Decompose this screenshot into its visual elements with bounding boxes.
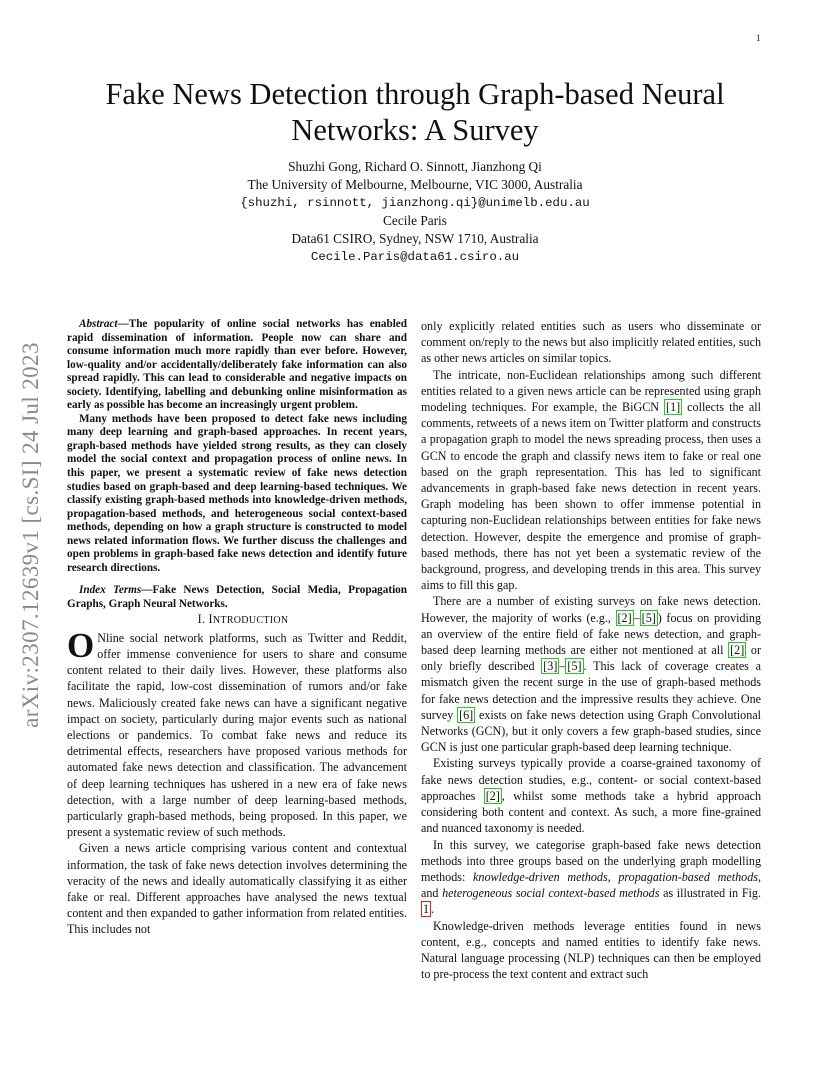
citation-link[interactable]: [5] (567, 659, 582, 674)
text-run: as illustrated in Fig. (659, 886, 761, 901)
text-run: , whilst some methods take a hybrid approach considering both content and context. As such, a more fine-grained and nuanced taxonomy is needed. (421, 788, 761, 836)
right-paragraph-4 (421, 837, 761, 918)
author-block (110, 158, 720, 266)
page-number: 1 (756, 33, 761, 43)
author-affiliation-1: The University of Melbourne, Melbourne, VIC 3000, Australia (247, 177, 583, 192)
author-email-2: Cecile.Paris@data61.csiro.au (310, 250, 520, 264)
citation-link[interactable]: [3] (543, 659, 558, 674)
index-terms-label: Index Terms (79, 584, 142, 597)
text-run: In this survey, we categorise graph-based fake news detection methods into three groups based on the underlying graph modelling methods: (421, 837, 761, 884)
section-heading-introduction (67, 611, 407, 629)
text-run: , (607, 869, 619, 884)
right-paragraph-3 (421, 755, 761, 836)
index-terms-text: —Fake News Detection, Social Media, Propagation Graphs, Graph Neural Networks. (67, 584, 407, 610)
text-run: . This lack of coverage creates a mismatch given the recent surge in the use of graph-based methods for fake news detection and the impressive results they achieve. One survey (421, 659, 761, 722)
text-run: exists on fake news detection using Graph Convolutional Networks (GCN), but it only covers a few graph-based studies, since GCN is just one particular graph-based deep learning technique. (421, 707, 761, 755)
text-run: ) focus on providing an overview of the entire field of fake news detection, and graph-based deep learning methods are either not mentioned at all (421, 610, 761, 658)
abstract-label: Abstract (79, 318, 118, 330)
text-run: collects the all comments, retweets of a news item on Twitter platform and constructs a propagation graph to model the news spreading process, then uses a GCN to encode the graph and classify news item to fake or real one based on the graph representation. This has led to significant advancements in graph-based fake news detection in recent years. Graph modeling has been shown to offer immense potential in capturing non-Euclidean relationships between entities for fake news detection. However, despite the emergence and promise of graph-based methods, there has not yet been a systematic review of the background, progress, and developing trends in this area. This survey aims to fill this gap. (421, 400, 761, 593)
author-email-1: {shuzhi, rsinnott, jianzhong.qi}@unimelb.edu.au (240, 196, 590, 210)
text-run: The intricate, non-Euclidean relationships among such different entities related to a given news article can be represented using graph modeling techniques. For example, the BiGCN (421, 367, 761, 415)
intro-paragraph-2: Given a news article comprising various content and contextual information, the task of fake news detection involves determining the veracity of the news and ideally automatically classifying it as either fake or real. Different approaches have analysed the news textual content and then expanded to gather information from related entities. This includes not (67, 841, 407, 937)
abstract-paragraph-2: Many methods have been proposed to detect fake news including many deep learning and graph-based approaches. In recent years, graph-based methods have yielded strong results, as they can closely model the social context and propagation process of online news. In this paper, we present a systematic review of fake news detection studies based on graph-based and deep learning-based techniques. We classify existing graph-based methods into knowledge-driven methods, propagation-based methods, and heterogeneous social context-based methods, depending on how a graph structure is constructed to model news related information flows. We further discuss the challenges and open problems in graph-based fake news detection and identify future research directions. (67, 412, 407, 574)
title-line-1: Fake News Detection through Graph-based Neural (105, 77, 725, 111)
author-names: Shuzhi Gong, Richard O. Sinnott, Jianzhong Qi (288, 159, 542, 174)
text-run: – (559, 659, 566, 674)
text-run: – (633, 610, 640, 625)
text-run: . (431, 902, 435, 917)
drop-cap: O (67, 625, 95, 665)
text-run-italic: heterogeneous social context-based methods (442, 886, 660, 901)
paper-title (70, 76, 760, 148)
citation-link[interactable]: [2] (485, 788, 500, 803)
abstract-text-1: —The popularity of online social networks has enabled rapid dissemination of information. People now can share and consume information much more rapidly than ever before. However, low-quality and/or accidentally/deliberately fake information can also spread rapidly. This can lead to considerable and negative impacts on society. Identifying, labelling and debunking online misinformation as early as possible has become an increasingly urgent problem. (67, 318, 407, 412)
text-run-italic: propagation-based methods (618, 869, 758, 884)
right-paragraph-2 (421, 593, 761, 755)
citation-link[interactable]: [2] (730, 643, 745, 658)
figure-link[interactable]: 1 (423, 902, 430, 917)
title-line-2: Networks: A Survey (291, 113, 539, 147)
author-name-2: Cecile Paris (383, 213, 447, 228)
right-paragraph-0: only explicitly related entities such as users who disseminate or comment on/reply to the news but also implicitly related entities, such as other news articles on similar topics. (421, 319, 761, 366)
text-run: or only briefly described (421, 643, 761, 674)
right-paragraph-5: Knowledge-driven methods leverage entities found in news content, e.g., concepts and named entities to identify fake news. Natural language processing (NLP) techniques can then be employed to pre-process the text content and extract such (421, 918, 761, 982)
section-title-rest: NTRODUCTION (212, 615, 289, 627)
citation-link[interactable]: [1] (666, 400, 681, 415)
abstract-paragraph-1 (67, 318, 407, 413)
arxiv-stamp-text: arXiv:2307.12639v1 [cs.SI] 24 Jul 2023 (18, 342, 44, 728)
intro-paragraph-1 (67, 625, 407, 841)
citation-link[interactable]: [5] (641, 610, 656, 625)
text-run: There are a number of existing surveys on fake news detection. However, the majority of works (e.g., (421, 594, 761, 625)
abstract (67, 318, 407, 611)
right-column (421, 318, 761, 982)
arxiv-stamp (16, 310, 46, 760)
left-column (67, 318, 407, 938)
index-terms (67, 584, 407, 611)
section-number: I. I (197, 612, 213, 627)
right-paragraph-1 (421, 367, 761, 594)
author-affiliation-2: Data61 CSIRO, Sydney, NSW 1710, Australia (291, 231, 539, 246)
text-run-italic: knowledge-driven methods (473, 869, 608, 884)
citation-link[interactable]: [2] (617, 610, 632, 625)
text-run: Existing surveys typically provide a coarse-grained taxonomy of fake news detection studies, e.g., content- or social context-based approaches (421, 756, 761, 803)
citation-link[interactable]: [6] (459, 707, 474, 722)
intro-text-1: Nline social network platforms, such as Twitter and Reddit, offer immense convenience for users to share and consume content related to their daily lives. However, these platforms also facilitate the rapid, low-cost dissemination of rumors and/or fake news. Maliciously created fake news can have a significant negative impact on society, particularly during major events such as national elections or pandemics. To combat fake news and reduce its detrimental effects, researchers have proposed various methods for automated fake news detection and classification. The advancement of deep learning techniques has ushered in a new era of fake news detection, with a large number of deep learning-based methods, particularly graph-based methods, being proposed. In this paper, we present a systematic review of such methods. (67, 630, 407, 840)
text-run: , and (421, 869, 761, 901)
